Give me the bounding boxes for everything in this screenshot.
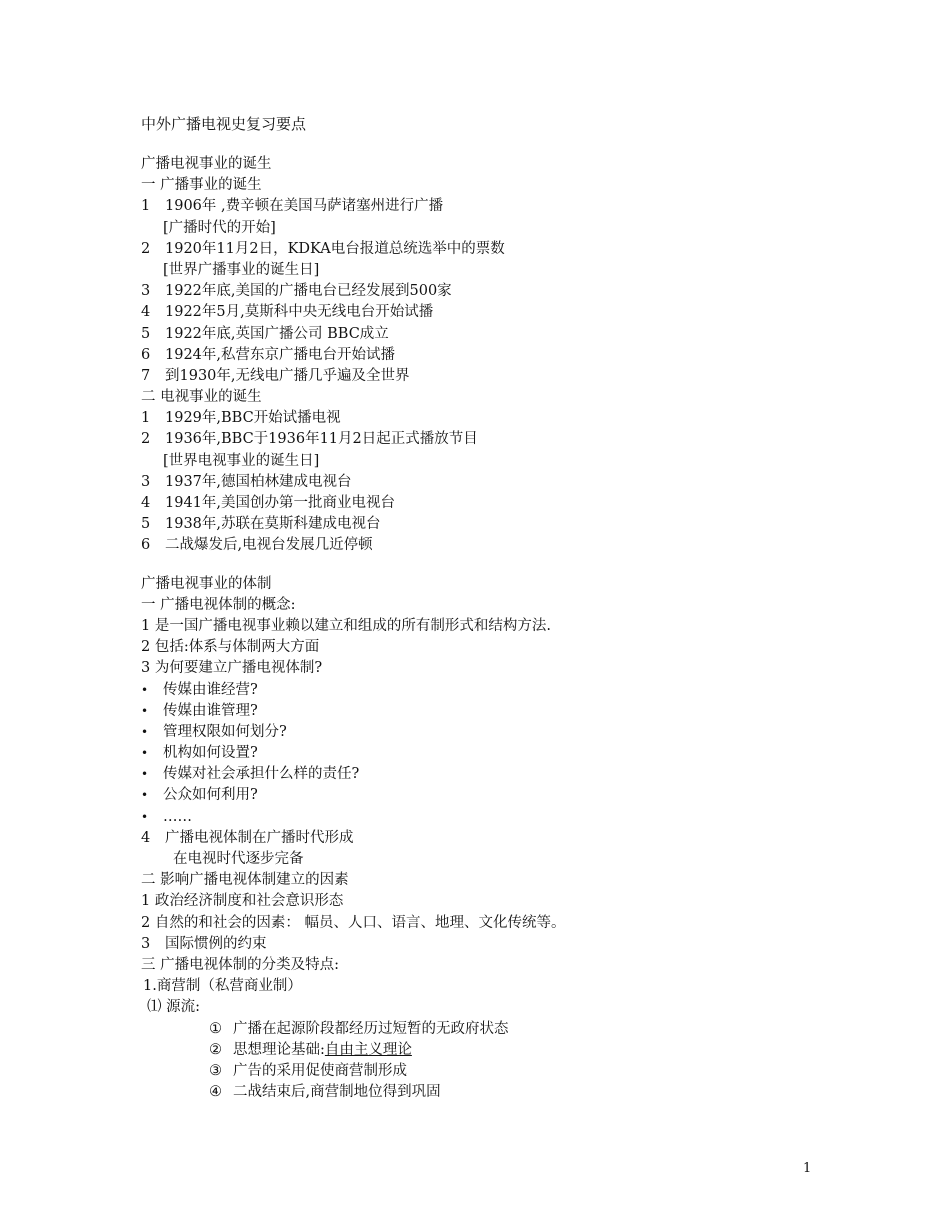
- list-item: 2 1936年,BBC于1936年11月2日起正式播放节目: [141, 431, 478, 448]
- list-note: [世界广播事业的诞生日]: [163, 261, 320, 278]
- bullet-icon: •: [141, 767, 149, 782]
- list-item: 3 1922年底,美国的广播电台已经发展到500家: [141, 283, 452, 300]
- list-item: 2 1920年11月2日，KDKA电台报道总统选举中的票数: [141, 240, 505, 257]
- list-item: 6 1924年,私营东京广播电台开始试播: [141, 346, 396, 363]
- list-item: 3 1937年,德国柏林建成电视台: [141, 473, 352, 490]
- bullet-icon: •: [141, 746, 149, 761]
- part-heading: 二 电视事业的诞生: [141, 389, 262, 406]
- text-line: 2 包括:体系与体制两大方面: [141, 639, 320, 656]
- bullet-item: • 机构如何设置?: [141, 743, 841, 764]
- list-item: 4 1922年5月,莫斯科中央无线电台开始试播: [141, 304, 434, 321]
- bullet-icon: •: [141, 724, 149, 739]
- sub-sub-heading: ⑴ 源流:: [147, 999, 200, 1016]
- list-item: 7 到1930年,无线电广播几乎遍及全世界: [141, 367, 410, 384]
- bullet-item: • 管理权限如何划分?: [141, 722, 841, 743]
- list-item: 1 1929年,BBC开始试播电视: [141, 410, 341, 427]
- list-note: [世界电视事业的诞生日]: [163, 452, 320, 469]
- section-heading: 广播电视事业的诞生: [141, 156, 272, 172]
- part-heading: 一 广播事业的诞生: [141, 177, 262, 194]
- text-line: 1 政治经济制度和社会意识形态: [141, 893, 344, 910]
- list-item: 5 1938年,苏联在莫斯科建成电视台: [141, 516, 381, 533]
- text-line: 1 是一国广播电视事业赖以建立和组成的所有制形式和结构方法.: [141, 617, 551, 634]
- circled-item: ① 广播在起源阶段都经历过短暂的无政府状态: [209, 1020, 509, 1037]
- bullet-icon: •: [141, 703, 149, 718]
- text-line: 2 自然的和社会的因素： 幅员、人口、语言、地理、文化传统等。: [141, 914, 566, 931]
- underlined-term: 自由主义理论: [324, 1041, 412, 1058]
- document-body: [141, 154, 841, 1103]
- list-item: 1 1906年 ,费辛顿在美国马萨诸塞州进行广播: [141, 198, 444, 215]
- list-item: 4 广播电视体制在广播时代形成: [141, 829, 354, 846]
- text-line: 3 为何要建立广播电视体制?: [141, 660, 323, 677]
- bullet-item: • ……: [141, 807, 841, 828]
- list-item: 5 1922年底,英国广播公司 BBC成立: [141, 325, 389, 342]
- bullet-item: • 公众如何利用?: [141, 785, 841, 806]
- page-number: 1: [803, 1161, 812, 1176]
- part-heading: 三 广播电视体制的分类及特点:: [141, 956, 339, 973]
- bullet-icon: •: [141, 788, 149, 803]
- circled-item: ④ 二战结束后,商营制地位得到巩固: [209, 1084, 441, 1101]
- list-continuation: 在电视时代逐步完备: [173, 851, 304, 867]
- document-title: 中外广播电视史复习要点: [141, 115, 307, 133]
- part-heading: 一 广播电视体制的概念:: [141, 596, 296, 613]
- part-heading: 二 影响广播电视体制建立的因素: [141, 872, 349, 889]
- bullet-item: • 传媒对社会承担什么样的责任?: [141, 764, 841, 785]
- bullet-item: • 传媒由谁管理?: [141, 701, 841, 722]
- bullet-icon: •: [141, 682, 149, 697]
- circled-item: ③ 广告的采用促使商营制形成: [209, 1062, 407, 1079]
- bullet-icon: •: [141, 809, 149, 824]
- section-heading: 广播电视事业的体制: [141, 575, 272, 592]
- sub-heading: 1.商营制（私营商业制）: [143, 978, 302, 995]
- circled-item: ② 思想理论基础:自由主义理论: [209, 1041, 412, 1058]
- list-note: [广播时代的开始]: [163, 219, 276, 236]
- list-item: 3 国际惯例的约束: [141, 935, 267, 952]
- list-item: 4 1941年,美国创办第一批商业电视台: [141, 495, 396, 511]
- bullet-item: • 传媒由谁经营?: [141, 680, 841, 701]
- list-item: 6 二战爆发后,电视台发展几近停顿: [141, 537, 373, 554]
